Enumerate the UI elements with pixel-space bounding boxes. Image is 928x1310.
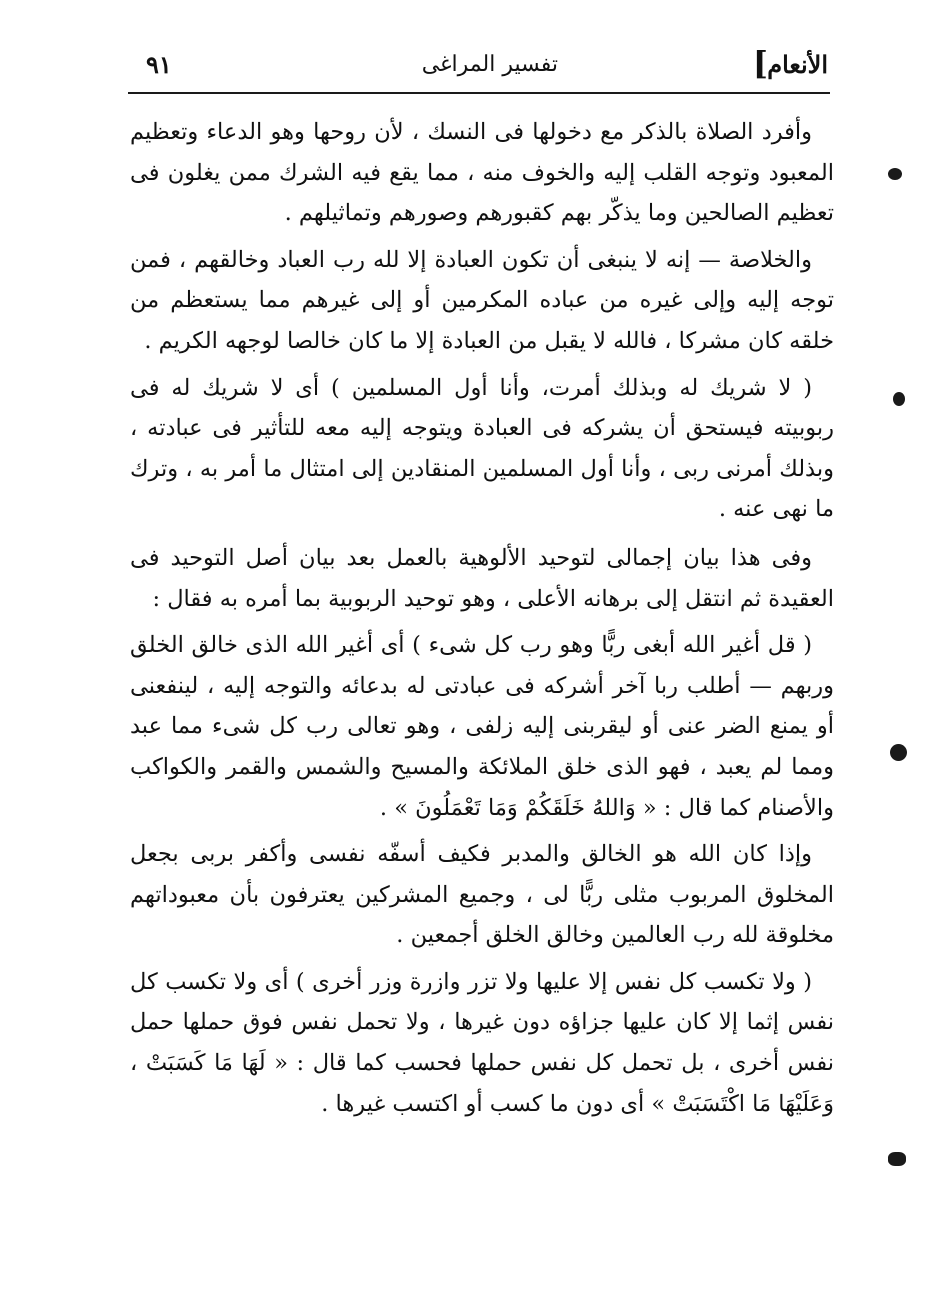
paragraph-4: وفى هذا بيان إجمالى لتوحيد الألوهية بالعمل بعد بيان أصل التوحيد فى العقيدة ثم انتقل إلى برهانه الأعلى ، وهو توحيد الربوبية بما أمره به فقال : xyxy=(130,544,834,612)
header-bracket: ] xyxy=(752,44,768,82)
paragraph-6: وإذا كان الله هو الخالق والمدبر فكيف أسفّه نفسى وأكفر بربى بجعل المخلوق المربوب مثلى ربًّا لى ، وجميع المشركين يعترفون بأن معبوداتهم مخلوقة لله رب العالمين وخالق الخلق أجمعين . xyxy=(130,841,834,949)
paragraph-3: ( لا شريك له وبذلك أمرت، وأنا أول المسلمين ) أى لا شريك له فى ربوبيته فيستحق أن يشركه فى العبادة ويتوجه إليه معه للتأثير فى عبادته ، وبذلك أمرنى ربى ، وأنا أول المسلمين المنقادين إلى امتثال ما أمر به ، وترك ما نهى عنه . xyxy=(130,374,834,523)
paragraph-7: ( ولا تكسب كل نفس إلا عليها ولا تزر وازرة وزر أخرى ) أى ولا تكسب كل نفس إثما إلا كان عليها جزاؤه دون غيرها ، ولا تحمل نفس فوق حملها حمل نفس أخرى ، بل تحمل كل نفس حملها فحسب كما قال : « لَهَا مَا كَسَبَتْ ، وَعَلَيْهَا مَا اكْتَسَبَتْ » أى دون ما كسب أو اكتسب غيرها . xyxy=(130,968,835,1117)
running-header xyxy=(128,46,828,86)
header-book-title: تفسير المراغى xyxy=(421,52,558,77)
margin-smudge xyxy=(890,744,907,761)
margin-smudge xyxy=(893,392,905,406)
margin-smudge xyxy=(888,1152,906,1166)
paragraph-1: وأفرد الصلاة بالذكر مع دخولها فى النسك ، لأن روحها وهو الدعاء وتعظيم المعبود وتوجه القلب إليه والخوف منه ، مما يقع فيه الشرك ممن يغلون فى تعظيم الصالحين وما يذكّر بهم كقبورهم وصورهم وتماثيلهم . xyxy=(130,119,834,227)
header-section-name: الأنعام xyxy=(767,50,828,79)
header-rule xyxy=(128,92,830,94)
page-number: ٩١ xyxy=(146,50,172,79)
paragraph-5: ( قل أغير الله أبغى ربًّا وهو رب كل شىء ) أى أغير الله الذى خالق الخلق وربهم — أطلب ربا آخر أشركه فى عبادتى له بدعائه والتوجه إليه ، لينفعنى أو يمنع الضر عنى أو ليقربنى إليه زلفى ، وهو تعالى رب كل شىء مما عبد ومما لم يعبد ، فهو الذى خلق الملائكة والمسيح والشمس والقمر والكواكب والأصنام كما قال : « وَاللهُ خَلَقَكُمْ وَمَا تَعْمَلُونَ » . xyxy=(130,632,834,821)
body-text xyxy=(130,112,834,1130)
margin-smudge xyxy=(888,168,902,180)
paragraph-2: والخلاصة — إنه لا ينبغى أن تكون العبادة إلا لله رب العباد وخالقهم ، فمن توجه إليه وإلى غيره من عباده المكرمين أو إلى غيرهم مما يستعظم من خلقه كان مشركا ، فالله لا يقبل من العبادة إلا ما كان خالصا لوجهه الكريم . xyxy=(130,246,834,354)
